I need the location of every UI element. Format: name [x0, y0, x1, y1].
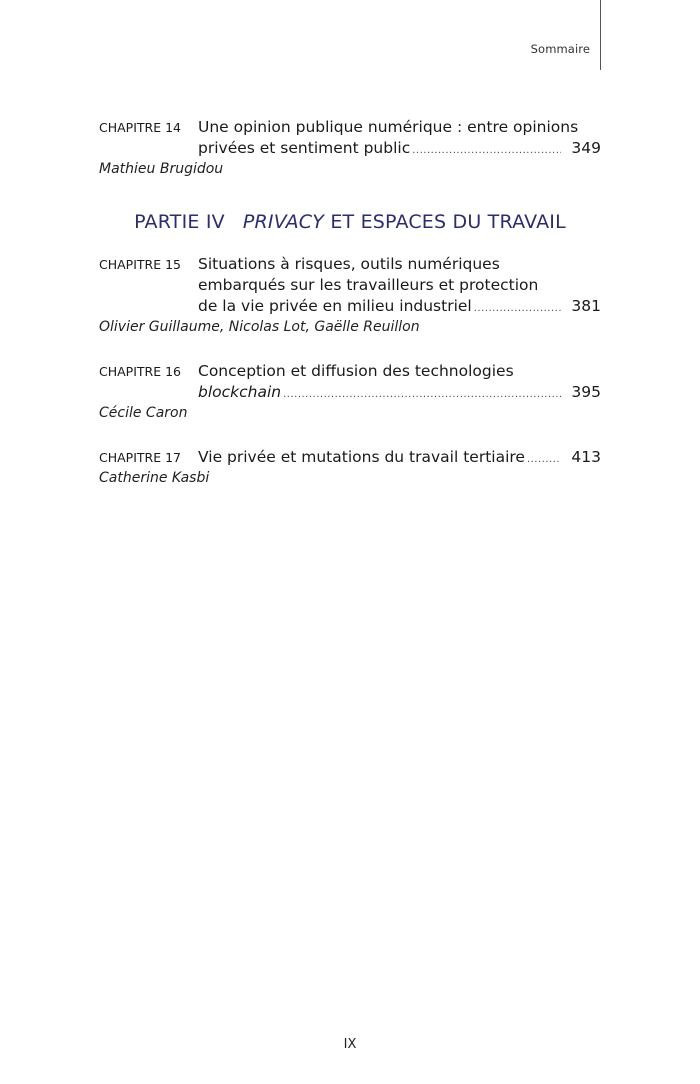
part-heading	[0, 211, 700, 233]
chapter-title: Conception et diffusion des technologies	[198, 362, 514, 380]
chapter-authors: Catherine Kasbi	[99, 470, 210, 486]
chapter-title: de la vie privée en milieu industriel	[198, 297, 472, 315]
running-head: Sommaire	[530, 42, 590, 56]
leader-dots	[474, 298, 562, 319]
part-number: PARTIE IV	[134, 211, 225, 233]
toc-entry-chapter-16[interactable]	[99, 361, 601, 424]
leader-dots	[283, 384, 561, 405]
chapter-title: Situations à risques, outils numériques	[198, 255, 500, 273]
part-title: ET ESPACES DU TRAVAIL	[324, 211, 566, 233]
chapter-label: CHAPITRE 17	[99, 450, 182, 465]
page-number: 413	[571, 448, 601, 466]
toc-entry-chapter-15[interactable]	[99, 254, 601, 338]
chapter-title: privées et sentiment public	[198, 139, 411, 157]
part-title-italic: PRIVACY	[242, 211, 325, 233]
chapter-authors: Cécile Caron	[99, 405, 188, 421]
chapter-title: Vie privée et mutations du travail tertiaire	[198, 448, 525, 466]
page-number: 349	[571, 139, 601, 157]
toc-entry-chapter-17[interactable]	[99, 447, 601, 489]
chapter-authors: Olivier Guillaume, Nicolas Lot, Gaëlle Reuillon	[99, 319, 420, 335]
chapter-label: CHAPITRE 14	[99, 120, 182, 135]
chapter-title: Une opinion publique numérique : entre opinions	[198, 118, 579, 136]
chapter-label: CHAPITRE 16	[99, 364, 182, 379]
leader-dots	[412, 140, 561, 161]
chapter-authors: Mathieu Brugidou	[99, 161, 224, 177]
page-number: 381	[571, 297, 601, 315]
leader-dots	[527, 449, 561, 470]
page-number: 395	[571, 383, 601, 401]
chapter-title: blockchain	[198, 383, 282, 401]
chapter-title: embarqués sur les travailleurs et protection	[198, 276, 539, 294]
chapter-label: CHAPITRE 15	[99, 257, 182, 272]
header-rule	[600, 0, 601, 70]
toc-entry-chapter-14[interactable]	[99, 117, 601, 180]
page-folio: IX	[343, 1037, 357, 1052]
